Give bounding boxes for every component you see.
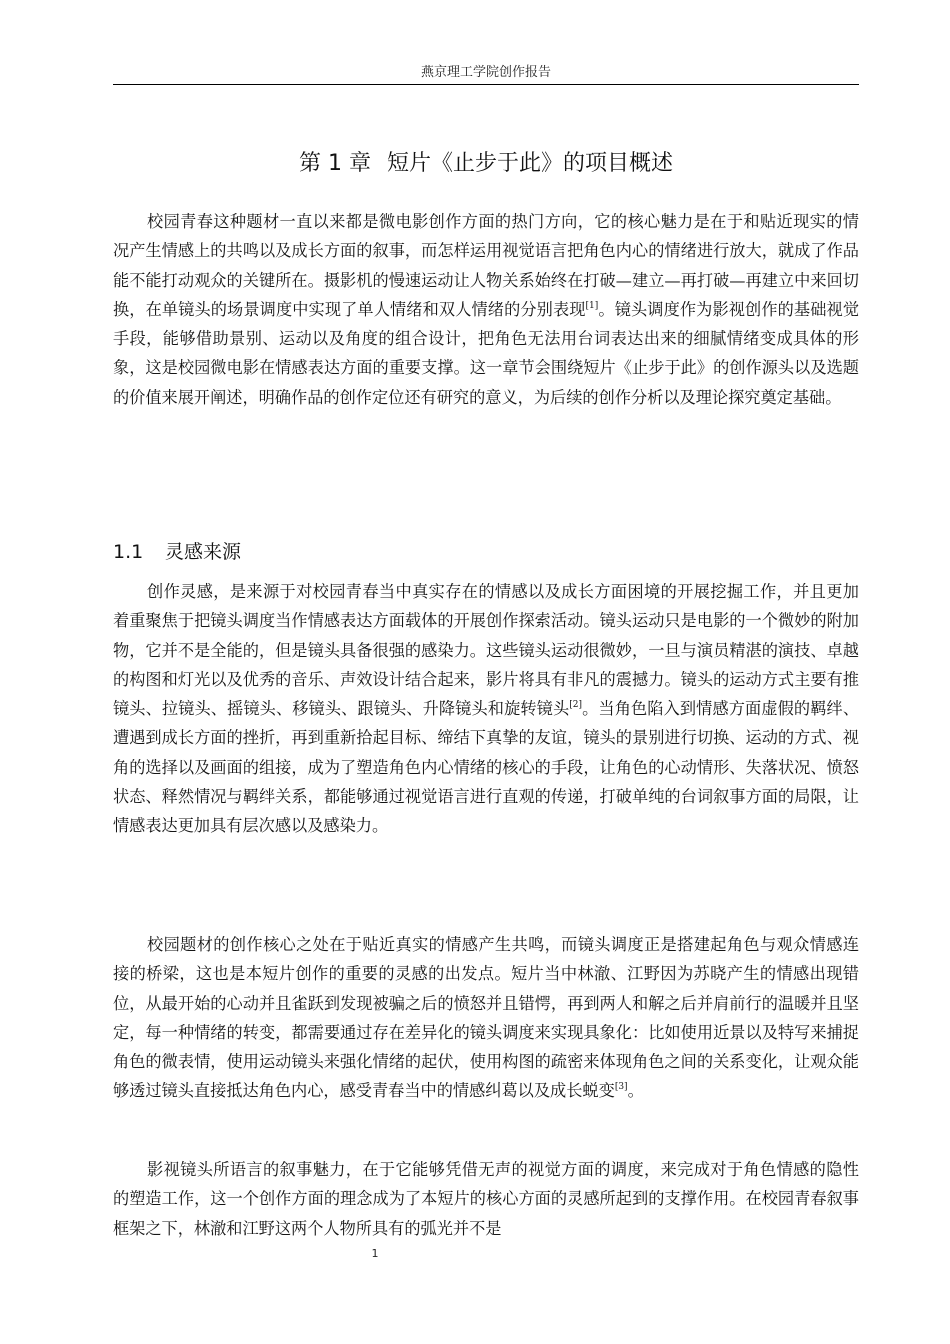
- chapter-number: 第 1 章: [299, 151, 371, 176]
- section-number: 1.1: [113, 541, 144, 563]
- section-paragraph-2: 校园题材的创作核心之处在于贴近真实的情感产生共鸣，而镜头调度正是搭建起角色与观众情感连接的桥梁，这也是本短片创作的重要的灵感的出发点。短片当中林澈、江野因为苏晓产生的情感出现错位，从最开始的心动并且雀跃到发现被骗之后的愤怒并且错愕，再到两人和解之后并肩前行的温暖并且坚定，每一种情绪的转变，都需要通过存在差异化的镜头调度来实现具象化：比如使用近景以及特写来捕捉角色的微表情，使用运动镜头来强化情绪的起伏，使用构图的疏密来体现角色之间的关系变化，让观众能够透过镜头直接抵达角色内心，感受青春当中的情感纠葛以及成长蜕变[3]。: [113, 935, 859, 1101]
- citation-ref-1: [1]: [585, 300, 599, 311]
- citation-ref-3: [3]: [614, 1082, 628, 1093]
- section-title: 灵感来源: [165, 541, 242, 563]
- running-header: 燕京理工学院创作报告: [420, 65, 551, 80]
- section-paragraph-1: 创作灵感，是来源于对校园青春当中真实存在的情感以及成长方面困境的开展挖掘工作，并且更加着重聚焦于把镜头调度当作情感表达方面载体的开展创作探索活动。镜头运动只是电影的一个微妙的附加物，它并不是全能的，但是镜头具备很强的感染力。这些镜头运动很微妙，一旦与演员精湛的演技、卓越的构图和灯光以及优秀的音乐、声效设计结合起来，影片将具有非凡的震撼力。镜头的运动方式主要有推镜头、拉镜头、摇镜头、移镜头、跟镜头、升降镜头和旋转镜头[2]。当角色陷入到情感方面虚假的羁绊、遭遇到成长方面的挫折，再到重新拾起目标、缔结下真挚的友谊，镜头的景别进行切换、运动的方式、视角的选择以及画面的组接，成为了塑造角色内心情绪的核心的手段，让角色的心动情形、失落状况、愤怒状态、释然情况与羁绊关系，都能够通过视觉语言进行直观的传递，打破单纯的台词叙事方面的局限，让情感表达更加具有层次感以及感染力。: [113, 582, 860, 836]
- citation-ref-2: [2]: [569, 700, 582, 711]
- section-paragraph-3: 影视镜头所语言的叙事魅力，在于它能够凭借无声的视觉方面的调度，来完成对于角色情感的隐性的塑造工作，这一个创作方面的理念成为了本短片的核心方面的灵感所起到的支撑作用。在校园青春叙事框架之下，林澈和江野这两个人物所具有的弧光并不是: [113, 1160, 859, 1238]
- section-heading: [113, 537, 859, 567]
- page-number: 1: [371, 1247, 379, 1260]
- chapter-title-text: 短片《止步于此》的项目概述: [386, 151, 673, 176]
- chapter-title: [113, 148, 859, 180]
- intro-paragraph: 校园青春这种题材一直以来都是微电影创作方面的热门方向，它的核心魅力是在于和贴近现实的情况产生情感上的共鸣以及成长方面的叙事，而怎样运用视觉语言把角色内心的情绪进行放大，就成了作品能不能打动观众的关键所在。摄影机的慢速运动让人物关系始终在打破—建立—再打破—再建立中来回切换，在单镜头的场景调度中实现了单人情绪和双人情绪的分别表现[1]。镜头调度作为影视创作的基础视觉手段，能够借助景别、运动以及角度的组合设计，把角色无法用台词表达出来的细腻情绪变成具体的形象，这是校园微电影在情感表达方面的重要支撑。这一章节会围绕短片《止步于此》的创作源头以及选题的价值来展开阐述，明确作品的创作定位还有研究的意义，为后续的创作分析以及理论探究奠定基础。: [113, 212, 860, 407]
- header-rule: [113, 84, 859, 85]
